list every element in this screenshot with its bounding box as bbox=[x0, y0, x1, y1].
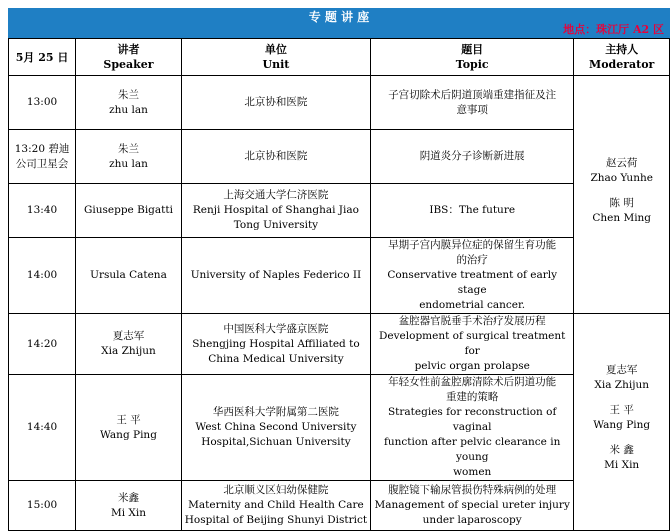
speaker-name: 朱兰 bbox=[117, 142, 139, 155]
table-row bbox=[9, 130, 670, 184]
speaker-name: zhu lan bbox=[109, 157, 148, 170]
topic-line: Conservative treatment of early stage bbox=[387, 269, 558, 296]
unit-line: Hospital,Sichuan University bbox=[201, 436, 351, 448]
topic-line: IBS：The future bbox=[429, 204, 516, 216]
topic-line: 子宫切除术后阴道顶端重建指征及注 bbox=[388, 88, 557, 101]
schedule-table bbox=[8, 38, 670, 531]
topic-line: Strategies for reconstruction of vaginal bbox=[387, 406, 557, 433]
speaker-name: 王 平 bbox=[116, 413, 141, 426]
section-title-bar bbox=[8, 8, 670, 38]
lecture-schedule bbox=[8, 8, 670, 531]
topic-cell bbox=[371, 481, 574, 531]
speaker-cell bbox=[76, 375, 182, 481]
time-cell: 14:40 bbox=[9, 375, 76, 481]
speaker-cell bbox=[76, 238, 182, 314]
unit-cell bbox=[181, 184, 370, 238]
topic-line: under laparoscopy bbox=[422, 514, 522, 526]
speaker-name: Wang Ping bbox=[100, 428, 157, 441]
unit-cell bbox=[181, 130, 370, 184]
unit-line: Shengjing Hospital Affiliated to bbox=[192, 337, 360, 350]
topic-line: Development of surgical treatment for bbox=[378, 330, 566, 357]
table-row bbox=[9, 184, 670, 238]
topic-cell bbox=[371, 130, 574, 184]
unit-line: West China Second University bbox=[195, 421, 357, 433]
unit-cell bbox=[181, 375, 370, 481]
topic-line: pelvic organ prolapse bbox=[414, 360, 530, 372]
speaker-cell bbox=[76, 184, 182, 238]
table-row bbox=[9, 314, 670, 375]
speaker-cell bbox=[76, 314, 182, 375]
topic-line: 年轻女性前盆腔廓清除术后阴道功能 bbox=[388, 376, 557, 388]
speaker-cell bbox=[76, 76, 182, 130]
moderator-name: 陈 明 Chen Ming bbox=[592, 196, 652, 224]
topic-header: 题目 Topic bbox=[371, 39, 574, 76]
moderator-name: 夏志军 Xia Zhijun bbox=[594, 364, 649, 391]
section-title: 专 题 讲 座 bbox=[308, 10, 370, 24]
unit-line: 华西医科大学附属第二医院 bbox=[212, 406, 339, 418]
topic-line: 意事项 bbox=[456, 103, 488, 116]
header-row bbox=[9, 39, 670, 76]
unit-line: China Medical University bbox=[208, 352, 344, 365]
topic-line: 的治疗 bbox=[456, 254, 488, 266]
topic-line: 早期子宫内膜异位症的保留生育功能 bbox=[388, 239, 557, 251]
unit-line: Hospital of Beijing Shunyi District bbox=[184, 514, 368, 526]
speaker-name: 米鑫 bbox=[117, 491, 139, 504]
table-row bbox=[9, 238, 670, 314]
speaker-name: zhu lan bbox=[109, 103, 148, 116]
unit-line: 北京顺义区妇幼保健院 bbox=[223, 484, 329, 496]
unit-line: Renji Hospital of Shanghai Jiao bbox=[192, 204, 359, 216]
speaker-header: 讲者 Speaker bbox=[76, 39, 182, 76]
unit-cell bbox=[181, 238, 370, 314]
unit-line: 北京协和医院 bbox=[244, 96, 308, 108]
topic-line: 盆腔器官脱垂手术治疗发展历程 bbox=[398, 315, 546, 327]
topic-line: function after pelvic clearance in young bbox=[384, 436, 561, 463]
venue-label: 地点：珠江厅 A2 区 bbox=[563, 23, 664, 36]
topic-cell bbox=[371, 238, 574, 314]
unit-line: 上海交通大学仁济医院 bbox=[223, 189, 329, 201]
time-cell: 15:00 bbox=[9, 481, 76, 531]
topic-line: women bbox=[453, 466, 492, 478]
moderator-name: 赵云荷 Zhao Yunhe bbox=[590, 156, 653, 184]
speaker-cell bbox=[76, 130, 182, 184]
date-header: 5月 25 日 bbox=[9, 39, 76, 76]
topic-cell bbox=[371, 76, 574, 130]
time-cell: 14:20 bbox=[9, 314, 76, 375]
unit-line: 北京协和医院 bbox=[244, 150, 308, 162]
table-row bbox=[9, 76, 670, 130]
topic-line: 腹腔镜下输尿管损伤特殊病例的处理 bbox=[388, 484, 557, 496]
table-row bbox=[9, 375, 670, 481]
unit-header: 单位 Unit bbox=[181, 39, 370, 76]
topic-cell bbox=[371, 375, 574, 481]
table-row bbox=[9, 481, 670, 531]
unit-line: University of Naples Federico II bbox=[190, 269, 362, 281]
time-cell: 13:00 bbox=[9, 76, 76, 130]
speaker-name: 夏志军 bbox=[112, 330, 145, 342]
speaker-name: 朱兰 bbox=[117, 88, 139, 101]
topic-line: 重建的策略 bbox=[445, 391, 499, 403]
unit-line: 中国医科大学盛京医院 bbox=[223, 322, 329, 335]
topic-cell bbox=[371, 314, 574, 375]
moderator-header: 主持人 Moderator bbox=[574, 39, 670, 76]
speaker-name: Mi Xin bbox=[110, 506, 146, 519]
unit-cell bbox=[181, 76, 370, 130]
moderator-name: 米 鑫 Mi Xin bbox=[604, 444, 640, 471]
topic-line: 阴道炎分子诊断新进展 bbox=[419, 150, 525, 162]
time-cell: 13:40 bbox=[9, 184, 76, 238]
topic-cell bbox=[371, 184, 574, 238]
time-cell: 14:00 bbox=[9, 238, 76, 314]
moderator-cell bbox=[574, 314, 670, 531]
topic-line: Management of special ureter injury bbox=[374, 499, 570, 511]
speaker-name: Xia Zhijun bbox=[101, 345, 156, 357]
speaker-cell bbox=[76, 481, 182, 531]
time-cell: 13:20 碧迪公司卫星会 bbox=[9, 130, 76, 184]
speaker-name: Ursula Catena bbox=[90, 269, 167, 281]
unit-line: Tong University bbox=[233, 219, 319, 231]
topic-line: endometrial cancer. bbox=[419, 299, 526, 311]
moderator-cell bbox=[574, 76, 670, 314]
moderator-name: 王 平 Wang Ping bbox=[593, 404, 651, 431]
speaker-name: Giuseppe Bigatti bbox=[84, 204, 173, 216]
unit-line: Maternity and Child Health Care bbox=[188, 499, 364, 511]
unit-cell bbox=[181, 481, 370, 531]
unit-cell bbox=[181, 314, 370, 375]
